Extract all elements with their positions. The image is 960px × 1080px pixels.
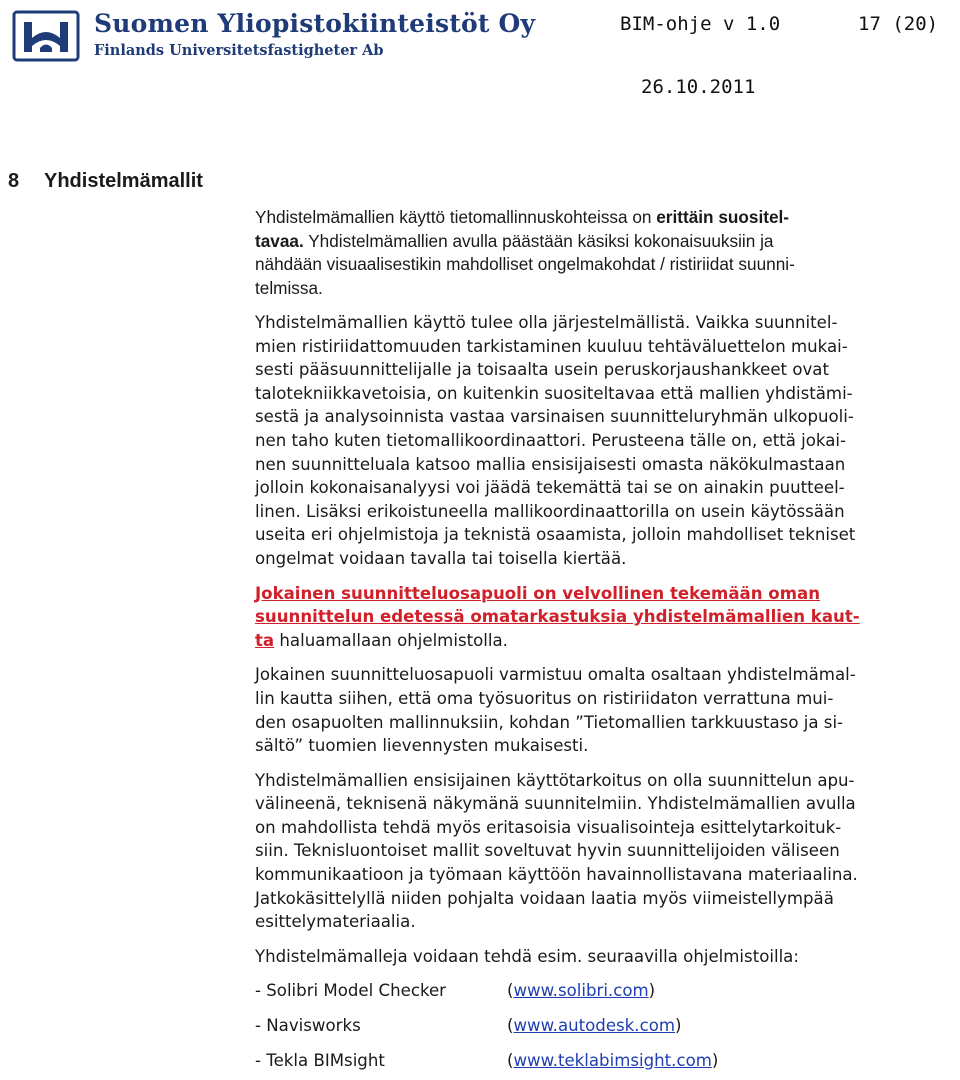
text-line: välineenä, teknisenä näkymänä suunnitelmiin. Yhdistelmämallien avulla <box>255 794 856 814</box>
text-line: lin kautta siihen, että oma työsuoritus on ristiriidaton verrattuna mui- <box>255 688 834 708</box>
software-link-wrapper: (www.autodesk.com) <box>507 1016 682 1036</box>
emphasis-text: Jokainen suunnitteluosapuoli on velvollinen tekemään oman <box>255 583 821 603</box>
text-run: Vaikka suunnitel- <box>690 313 838 332</box>
software-list <box>255 979 955 1072</box>
text-line: esittelymateriaalia. <box>255 912 416 932</box>
software-name: - Navisworks <box>255 1016 361 1036</box>
document-body <box>255 206 955 1072</box>
text-line: nen suunnitteluala katsoo mallia ensisijaisesti omasta näkökulmastaan <box>255 454 846 474</box>
text-line: sesti pääsuunnittelijalle ja toisaalta usein peruskorjaushankkeet ovat <box>255 360 829 380</box>
section-title: Yhdistelmämallit <box>44 170 203 192</box>
section-number: 8 <box>8 170 20 192</box>
emphasis-text: ta <box>255 630 275 650</box>
solibri-link[interactable]: www.solibri.com <box>513 981 649 1001</box>
list-item <box>255 1014 955 1038</box>
university-properties-logo-icon <box>10 8 82 64</box>
text-line: den osapuolten mallinnuksiin, kohdan ”Tietomallien tarkkuustaso ja si- <box>255 712 844 732</box>
text-line: on mahdollista tehdä myös eritasoisia visualisointeja esittelytarkoituk- <box>255 817 842 837</box>
text-line: ongelmat voidaan tavalla tai toisella kiertää. <box>255 548 627 568</box>
text-line: siin. Teknisluontoiset mallit soveltuvat hyvin suunnittelijoiden väliseen <box>255 841 840 861</box>
paragraph-software-intro: Yhdistelmämalleja voidaan tehdä esim. seuraavilla ohjelmistoilla: <box>255 946 799 966</box>
list-item <box>255 1049 955 1073</box>
organization-name-swedish: Finlands Universitetsfastigheter Ab <box>94 42 384 59</box>
text-line: useita eri ohjelmistoja ja teknistä osaamista, jolloin mahdolliset tekniset <box>255 525 856 545</box>
text-line: jolloin kokonaisanalyysi voi jäädä tekemättä tai se on ainakin puutteel- <box>255 478 845 498</box>
page-header <box>0 0 960 110</box>
text-line: Yhdistelmämallien ensisijainen käyttötarkoitus on olla suunnittelun apu- <box>255 770 855 790</box>
text-line: kommunikaatioon ja työmaan käyttöön havainnollistavana materiaalina. <box>255 865 858 885</box>
teklabimsight-link[interactable]: www.teklabimsight.com <box>513 1050 712 1070</box>
organization-name-finnish: Suomen Yliopistokiinteistöt Oy <box>94 9 536 38</box>
section-heading <box>8 170 203 193</box>
emphasis-text: suunnittelun edetessä omatarkastuksia yhdistelmämallien kaut- <box>255 607 860 627</box>
text-line: sestä ja analysoinnista vastaa varsinaisen suunnitteluryhmän ulkopuoli- <box>255 407 854 427</box>
text-run: telmissa. <box>255 277 323 298</box>
paragraph-obligation <box>255 582 955 653</box>
text-line: mien ristiriidattomuuden tarkistaminen kuuluu tehtäväluettelon mukai- <box>255 336 848 356</box>
bold-text: tavaa. <box>255 230 304 251</box>
text-run: haluamallaan ohjelmistolla. <box>274 630 508 650</box>
text-run: Yhdistelmämallien käyttö tulee olla järjestelmällistä. <box>255 313 691 332</box>
text-run: Yhdistelmämallien käyttö tietomallinnuskohteissa on <box>255 207 657 227</box>
bold-text: erittäin suositel- <box>656 207 789 227</box>
text-line: Jokainen suunnitteluosapuoli varmistuu omalta osaltaan yhdistelmämal- <box>255 665 856 685</box>
text-line: sältö” tuomien lievennysten mukaisesti. <box>255 736 589 756</box>
text-line: linen. Lisäksi erikoistuneella mallikoordinaattorilla on usein käytössään <box>255 501 845 521</box>
software-name: - Tekla BIMsight <box>255 1050 385 1070</box>
page-number: 17 (20) <box>858 13 939 35</box>
document-title: BIM-ohje v 1.0 <box>620 13 781 35</box>
paragraph-systematic-use <box>255 311 955 571</box>
paragraph-intro <box>255 206 955 300</box>
software-name: - Solibri Model Checker <box>255 981 446 1001</box>
software-link-wrapper: (www.solibri.com) <box>507 981 656 1001</box>
list-item <box>255 979 955 1003</box>
text-line: Jatkokäsittelyllä niiden pohjalta voidaan laatia myös viimeistellympää <box>255 888 834 908</box>
paragraph-purpose <box>255 769 955 934</box>
text-line: talotekniikkavetoisia, on kuitenkin suositeltavaa että mallien yhdistämi- <box>255 383 853 403</box>
text-line: nen taho kuten tietomallikoordinaattori. Perusteena tälle on, että jokai- <box>255 430 847 450</box>
paragraph-verification <box>255 663 955 757</box>
autodesk-link[interactable]: www.autodesk.com <box>513 1016 676 1036</box>
text-run: Yhdistelmämallien avulla päästään käsiksi kokonaisuuksiin ja <box>303 230 774 251</box>
document-date: 26.10.2011 <box>641 76 756 98</box>
text-run: nähdään visuaalisestikin mahdolliset ongelmakohdat / ristiriidat suunni- <box>255 254 795 274</box>
software-link-wrapper: (www.teklabimsight.com) <box>507 1050 719 1070</box>
